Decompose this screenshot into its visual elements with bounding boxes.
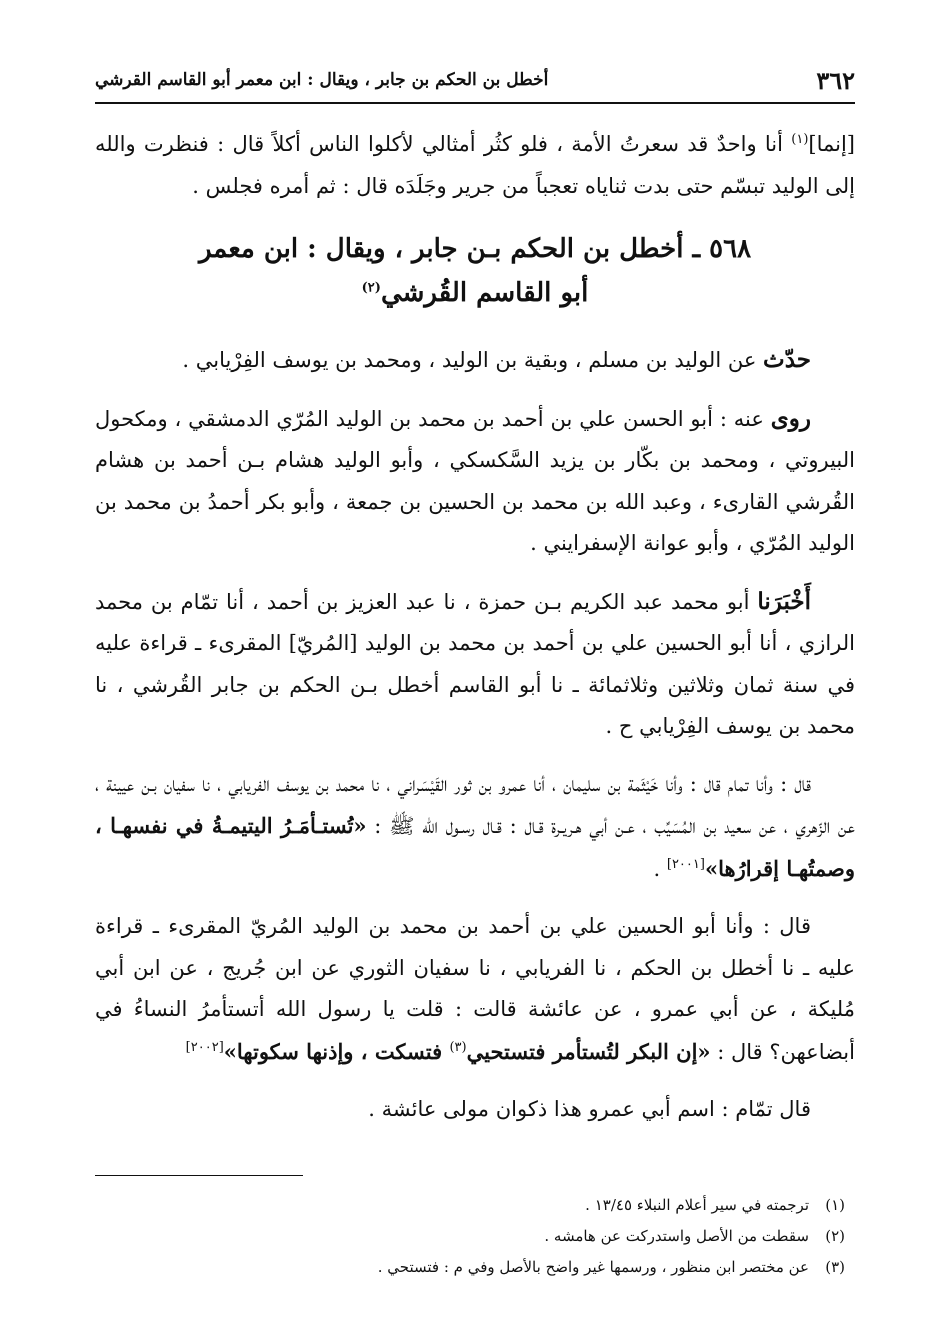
footnote-2: (٢)سقطت من الأصل واستدركت عن هامشه .: [544, 1227, 845, 1245]
bracketed-word: [إنما]: [808, 132, 855, 156]
running-title: أخطل بن الحكم بن جابر ، ويقال : ابن معمر أبو القاسم القرشي: [95, 70, 549, 90]
hadith-text: «تُستـأمَـرُ اليتيمـةُ في نفسهـا ، وصمتُهـا إقرارُها»: [95, 813, 855, 881]
running-header: [95, 62, 855, 104]
paragraph-hadith-2002: [95, 906, 855, 1073]
paragraph-hadith-2001: قال : وأنا تمام قال : وأنا خَيْثَمة بن سليمان ، أنا عمرو بن ثور القَيْسَراني ، نا محمد بن يوسف الفريابي ، نا سفيان بـن عيينة ، عن الزّهري ، عن سعيد بن المُسَيِّب ، عـن أبي هـريـرة قـال : قـال رسـول الله ﷺ : «تُستـأمَـرُ اليتيمـةُ في نفسهـا ، وصمتُهـا إقرارُها»[٢٠٠١] .: [95, 771, 856, 881]
document-page: [95, 62, 855, 1302]
paragraph-text: قال : وأنا تمام قال : وأنا خَيْثَمة بن سليمان ، أنا عمرو بن ثور القَيْسَراني ، نا محمد بن يوسف الفريابي ، نا سفيان بـن عيينة ، عن الزّهري ، عن سعيد بن المُسَيِّب ، عـن أبي هـريـرة قـال : قـال رسـول الله ﷺ :: [95, 771, 856, 838]
entry-title-line-1: ٥٦٨ ـ أخطل بن الحكم بـن جابر ، ويقال : ابن معمر: [198, 234, 752, 264]
footnote-ref-1: (١): [791, 132, 809, 147]
page-number: ٣٦٢: [816, 66, 855, 95]
footnote-ref-2: (٢): [361, 280, 381, 296]
body-text: [95, 124, 855, 1131]
lead-word: أَخْبَرَنا: [757, 587, 811, 615]
entry-title-line-2: أبو القاسم القُرشي$^{(٢)}$: [361, 278, 589, 308]
paragraph-narrated-from: [95, 339, 855, 382]
footnote-ref-3: (٣): [449, 1039, 467, 1055]
lead-word: روى: [770, 404, 811, 432]
footnote-divider: [95, 1175, 303, 1176]
lead-word: حدّث: [763, 346, 811, 373]
hadith-text: «إن البكر لتُستأمر فتستحيي: [466, 1038, 711, 1064]
footnote-1: (١)ترجمته في سير أعلام النبلاء ١٣/٤٥ .: [585, 1196, 845, 1214]
paragraph-narrated-by: [95, 398, 855, 565]
paragraph-note: قال تمّام : اسم أبي عمرو هذا ذكوان مولى عائشة .: [368, 1097, 811, 1121]
footnote-3: (٣)عن مختصر ابن منظور ، ورسمها غير واضح بالأصل وفي م : فتستحي .: [377, 1258, 845, 1276]
paragraph-text: أبو محمد عبد الكريم بـن حمزة ، نا عبد العزيز بن أحمد ، أنا تمّام بن محمد الرازي ، أنا أبو الحسين علي بن أحمد بن محمد بن الوليد [المُريّ] المقرىء ـ قراءة عليه في سنة ثمان وثلاثين وثلاثمائة ـ نا أبو القاسم أخطل بـن الحكم بن جابر القُرشي ، نا محمد بن يوسف الفِرْيابي ح .: [95, 589, 855, 738]
hadith-number: [٢٠٠٢]: [185, 1039, 224, 1055]
paragraph-text: عنه : أبو الحسن علي بن أحمد بن محمد بن الوليد المُرّي الدمشقي ، ومكحول البيروتي ، ومحمد بن بكّار بن يزيد السَّكسكي ، وأبو الوليد هشام بـن أحمد بن هشام القُرشي القارىء ، وعبد الله بن محمد بن الحسين بن جمعة ، وأبو بكر أحمدُ بن محمد بن الوليد المُرّي ، وأبو عوانة الإسفرايني .: [95, 406, 855, 555]
paragraph-isnad: [95, 581, 855, 748]
paragraph-text: قال : وأنا أبو الحسين علي بن أحمد بن محمد بن الوليد المُريّ المقرىء ـ قراءة عليه ـ نا أخطل بن الحكم ، نا الفريابي ، نا سفيان الثوري عن ابن جُريج ، عن ابن أبي مُليكة ، عن أبي عمرو ، عن عائشة قالت : قلت يا رسول الله أتستأمرُ النساءُ في أبضاعهن؟ قال :: [95, 914, 855, 1064]
hadith-number: [٢٠٠١]: [666, 856, 705, 872]
entry-title: [95, 227, 855, 315]
paragraph-text: أنا واحدٌ قد سعرتُ الأمة ، فلو كثُر أمثالي لأكلوا الناس أكلاً قال : فنظرت والله إلى الوليد تبسّم حتى بدت ثناياه تعجباً من جرير وجَلَدَه قال : ثم أمره فجلس .: [95, 132, 855, 198]
hadith-text-cont: فتسكت ، وإذنها سكوتها»: [223, 1038, 450, 1064]
footnotes: [95, 1190, 845, 1283]
paragraph-continuation: [95, 124, 855, 207]
paragraph-text: عن الوليد بن مسلم ، وبقية بن الوليد ، ومحمد بن يوسف الفِرْيابي .: [182, 348, 764, 372]
